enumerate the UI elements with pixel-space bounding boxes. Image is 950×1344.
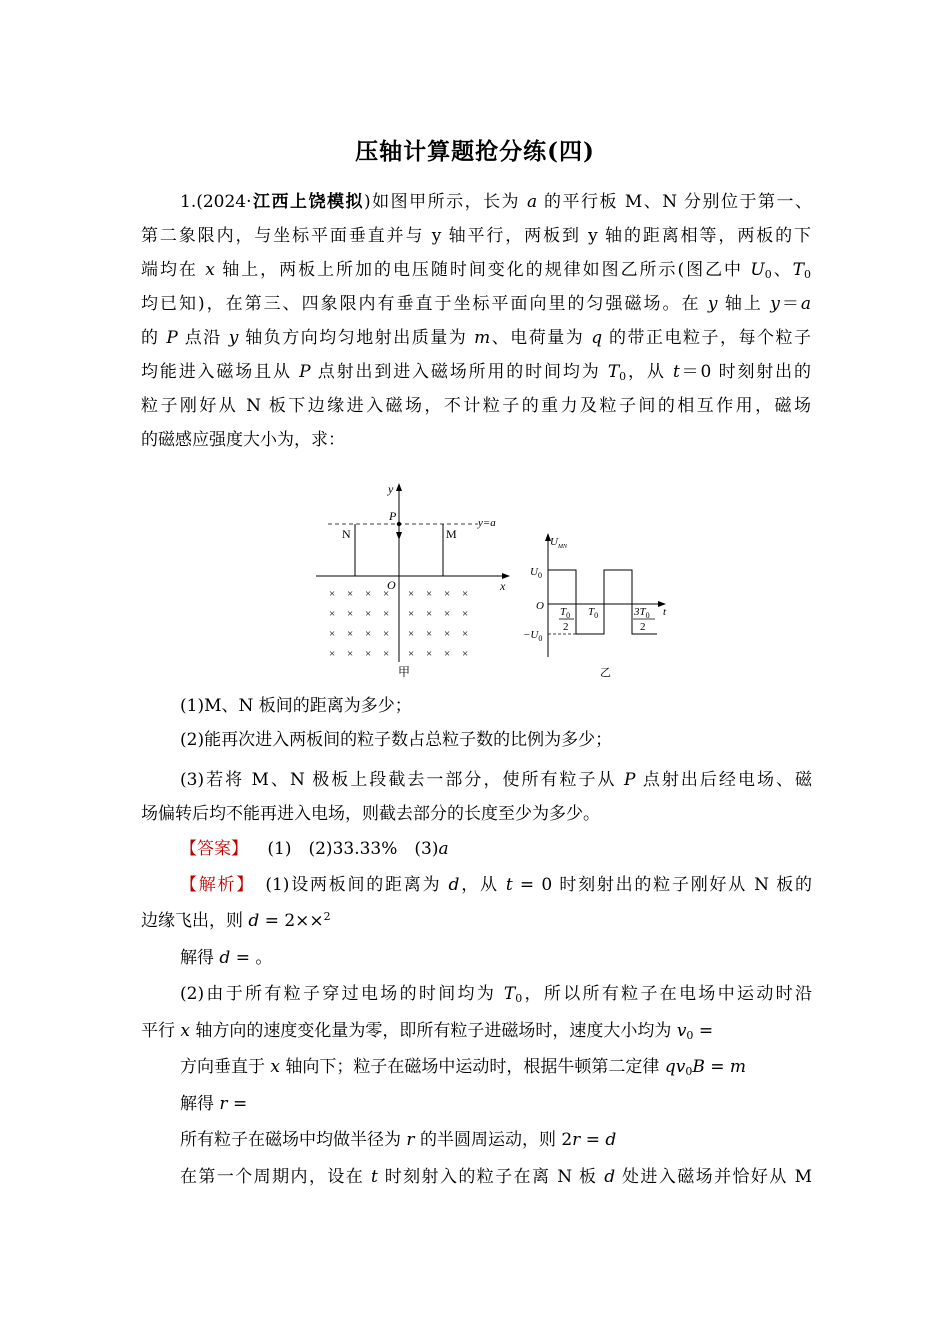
origin-label: O (387, 578, 396, 592)
field-cross-mark: × (347, 608, 354, 620)
problem-line: 均能进入磁场且从 P 点射出到进入磁场所用的时间均为 $T_0$，从 t＝0 时刻射出的 (141, 362, 811, 383)
field-cross-mark: × (462, 648, 469, 660)
field-cross-mark: × (408, 628, 415, 640)
answer-text: (1) (2)33.33% (3)a (267, 839, 449, 859)
problem-line: 第二象限内，与坐标平面垂直并与 y 轴平行，两板到 y 轴的距离相等，两板的下 (141, 226, 811, 246)
tick-t0: $T_0$ (588, 606, 599, 620)
analysis-line: 边缘飞出，则 d = 2××$^2$ (141, 910, 331, 931)
tick-3t0-half: $3T_0$ (634, 606, 650, 620)
analysis-line: 平行 x 轴方向的速度变化量为零，即所有粒子进磁场时，速度大小均为 $v_0$ = (141, 1021, 714, 1042)
field-cross-mark: × (329, 588, 336, 600)
field-cross-mark: × (383, 628, 390, 640)
field-cross-mark: × (365, 648, 372, 660)
analysis-line: 所有粒子在磁场中均做半径为 r 的半圆周运动，则 2r = d (180, 1130, 617, 1150)
analysis-line: 解得 d = 。 (180, 948, 273, 968)
problem-line: 的磁感应强度大小为，求： (141, 430, 345, 450)
question-3: (3)若将 M、N 极板上段截去一部分，使所有粒子从 P 点射出后经电场、磁 (180, 770, 812, 790)
field-cross-mark: × (444, 588, 451, 600)
field-cross-mark: × (462, 628, 469, 640)
problem-line: 端均在 x 轴上，两板上所加的电压随时间变化的规律如图乙所示(图乙中 $U_0$、$T_0$ (141, 260, 811, 281)
line-y-equals-a-label: y=a (478, 517, 496, 529)
field-cross-mark: × (383, 608, 390, 620)
analysis-line: (2)由于所有粒子穿过电场的时间均为 $T_0$，所以所有粒子在电场中运动时沿 (180, 984, 813, 1005)
field-cross-mark: × (426, 628, 433, 640)
question-3-cont: 场偏转后均不能再进入电场，则截去部分的长度至少为多少。 (141, 804, 600, 824)
field-cross-mark: × (444, 608, 451, 620)
field-cross-mark: × (426, 608, 433, 620)
field-cross-mark: × (462, 588, 469, 600)
field-cross-mark: × (365, 608, 372, 620)
analysis-line: 在第一个周期内，设在 t 时刻射入的粒子在离 N 板 d 处进入磁场并恰好从 M (180, 1167, 812, 1187)
problem-line: 均已知)，在第三、四象限内有垂直于坐标平面向里的匀强磁场。在 y 轴上 y＝a (141, 294, 812, 314)
y-axis-label: y (388, 482, 394, 496)
field-cross-mark: × (347, 648, 354, 660)
tick-t0-half: $T_0$ (560, 606, 571, 620)
page-title: 压轴计算题抢分练(四) (355, 138, 595, 165)
t-axis-label: t (663, 606, 667, 618)
figure-svg (310, 478, 680, 683)
analysis-line: 解得 r = (180, 1094, 248, 1114)
neg-u0-label: $-U_0$ (523, 629, 543, 643)
origin-label: O (536, 600, 544, 612)
figure-a-caption: 甲 (398, 665, 411, 679)
field-cross-mark: × (329, 608, 336, 620)
field-cross-mark: × (347, 628, 354, 640)
figure (310, 478, 680, 687)
answer (180, 832, 812, 866)
plate-m-label: M (446, 527, 457, 541)
analysis-tag: 【解析】 (180, 875, 247, 895)
field-cross-mark: × (408, 648, 415, 660)
problem-line: 1.(2024·江西上饶模拟)如图甲所示，长为 a 的平行板 M、N 分别位于第一、 (180, 192, 812, 212)
question-1: (1)M、N 板间的距离为多少； (180, 696, 412, 716)
field-cross-mark: × (383, 588, 390, 600)
field-cross-mark: × (444, 628, 451, 640)
x-axis-label: x (500, 579, 506, 593)
tick-3t0-half-denominator: 2 (640, 621, 646, 633)
u0-label: $U_0$ (530, 566, 542, 580)
answer-tag: 【答案】 (180, 839, 248, 859)
field-cross-mark: × (426, 588, 433, 600)
field-cross-mark: × (462, 608, 469, 620)
figure-b-caption: 乙 (600, 667, 611, 679)
field-cross-mark: × (408, 588, 415, 600)
analysis-line: 方向垂直于 x 轴向下；粒子在磁场中运动时，根据牛顿第二定律 $qv_0B = m$ (180, 1057, 746, 1078)
field-cross-mark: × (329, 628, 336, 640)
problem-line: 粒子刚好从 N 板下边缘进入磁场，不计粒子的重力及粒子间的相互作用，磁场 (141, 396, 811, 416)
analysis-line: 【解析】 (1)设两板间的距离为 d，从 t = 0 时刻射出的粒子刚好从 N 板的 (180, 875, 813, 895)
u-axis-label: $U_{MN}$ (550, 536, 567, 550)
field-cross-mark: × (444, 648, 451, 660)
field-cross-mark: × (426, 648, 433, 660)
figure-b (523, 533, 667, 679)
field-cross-mark: × (365, 628, 372, 640)
plate-n-label: N (342, 527, 351, 541)
tick-t0-half-denominator: 2 (563, 621, 569, 633)
problem-line: 的 P 点沿 y 轴负方向均匀地射出质量为 m、电荷量为 q 的带正电粒子，每个粒子 (141, 328, 812, 348)
question-2: (2)能再次进入两板间的粒子数占总粒子数的比例为多少； (180, 730, 613, 750)
field-cross-mark: × (347, 588, 354, 600)
point-p-label: P (389, 509, 397, 523)
field-cross-mark: × (329, 648, 336, 660)
figure-a (316, 482, 510, 679)
field-cross-mark: × (383, 648, 390, 660)
field-cross-mark: × (365, 588, 372, 600)
field-cross-mark: × (408, 608, 415, 620)
